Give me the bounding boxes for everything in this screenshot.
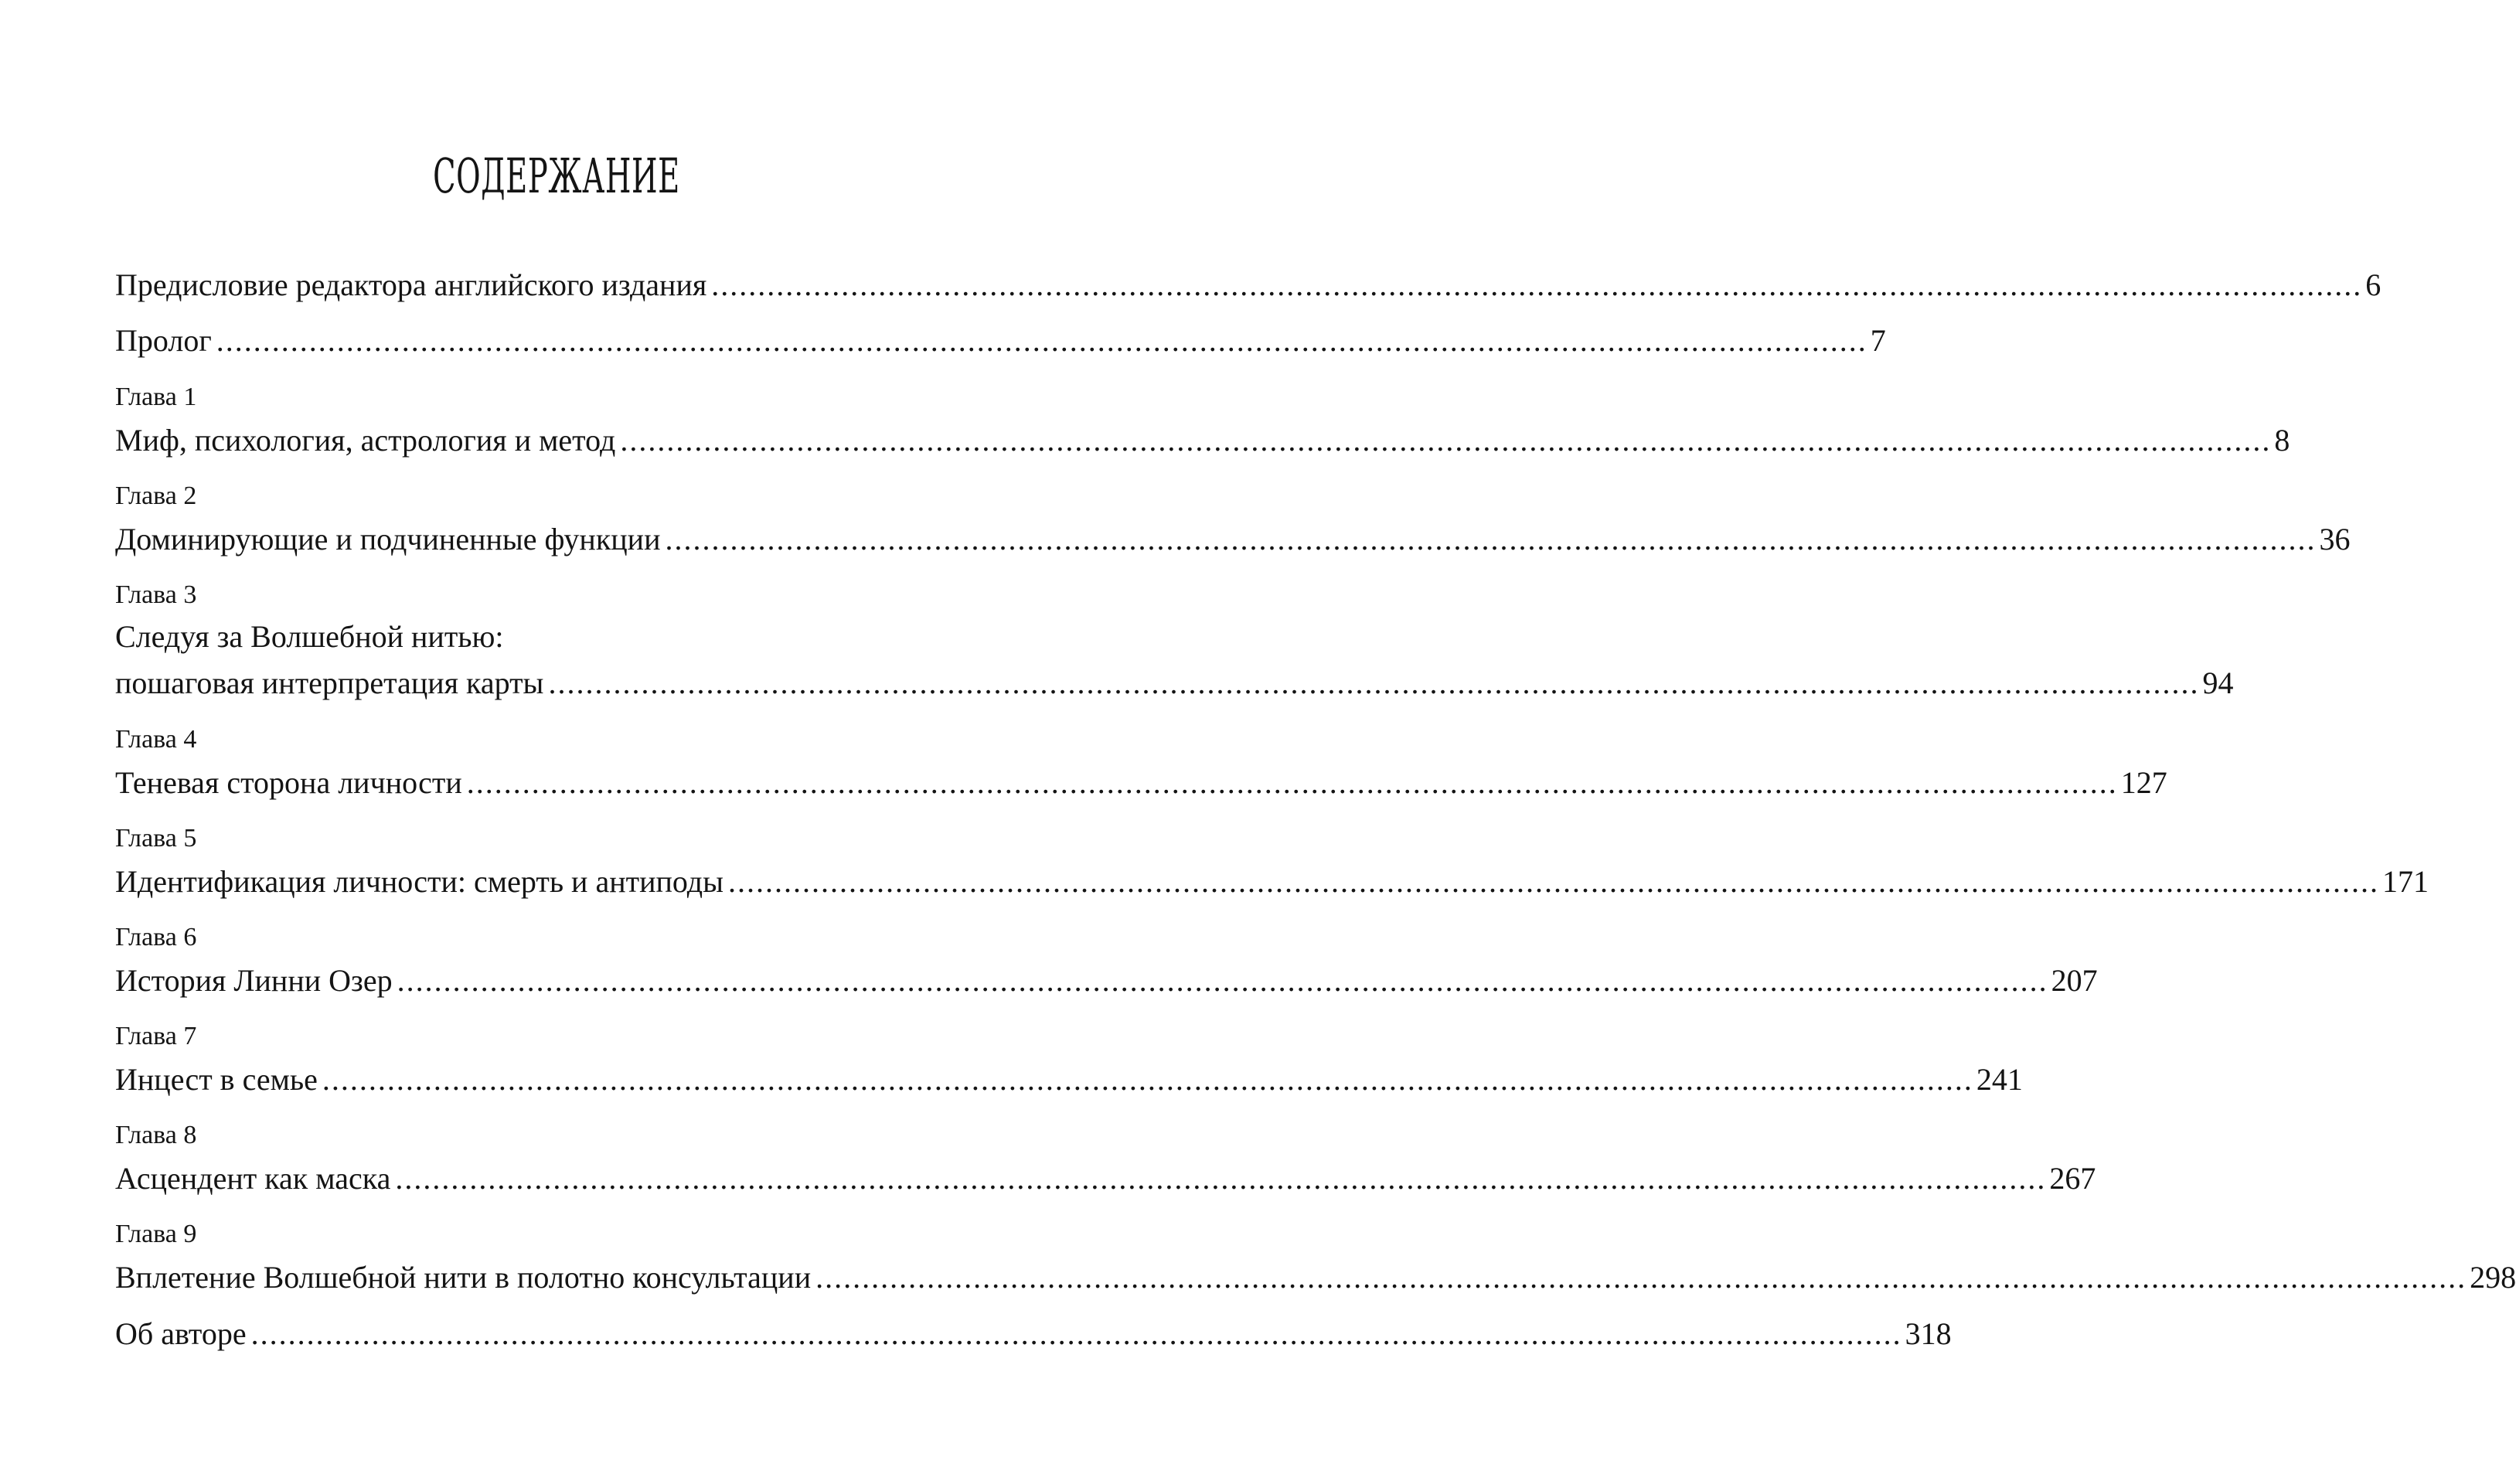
toc-page-number: 207: [2051, 963, 2098, 998]
chapter-label-8: Глава 8: [115, 1121, 197, 1149]
toc-page-number: 171: [2382, 864, 2429, 899]
toc-page-number: 241: [1976, 1062, 2023, 1097]
toc-entry-chapter-2[interactable]: [115, 515, 2351, 564]
chapter-label-3: Глава 3: [115, 580, 197, 609]
dot-leader: ..................................................................................................................................................................................: [728, 864, 2379, 899]
toc-page-number: 7: [1870, 323, 1886, 358]
toc-entry-title: Предисловие редактора английского издания: [115, 267, 707, 302]
dot-leader: ..................................................................................................................................................................................: [665, 522, 2317, 556]
toc-entry-foreword[interactable]: [115, 260, 2382, 310]
toc-entry-chapter-5[interactable]: [115, 857, 2429, 907]
toc-entry-chapter-1[interactable]: [115, 416, 2290, 465]
toc-page-number: 267: [2049, 1161, 2096, 1196]
chapter-label-6: Глава 6: [115, 923, 197, 951]
toc-entry-chapter-8[interactable]: [115, 1154, 2096, 1203]
dot-leader: ..................................................................................................................................................................................: [548, 665, 2200, 700]
chapter-label-2: Глава 2: [115, 482, 197, 510]
toc-page-number: 94: [2202, 665, 2234, 700]
toc-entry-title: Вплетение Волшебной нити в полотно консультации: [115, 1260, 812, 1295]
dot-leader: ..................................................................................................................................................................................: [397, 963, 2048, 998]
toc-entry-title: Пролог: [115, 323, 212, 358]
dot-leader: ..................................................................................................................................................................................: [216, 323, 1867, 358]
dot-leader: ..................................................................................................................................................................................: [322, 1062, 1973, 1097]
toc-entry-chapter-3[interactable]: [115, 659, 2234, 708]
toc-page-number: 298: [2470, 1260, 2516, 1295]
toc-entry-title-line: Следуя за Волшебной нитью:: [115, 619, 504, 654]
toc-entry-title: Инцест в семье: [115, 1062, 318, 1097]
toc-page-number: 36: [2319, 522, 2351, 556]
page-title: СОДЕРЖАНИЕ: [433, 148, 680, 204]
toc-entry-title: Доминирующие и подчиненные функции: [115, 522, 661, 556]
dot-leader: ..................................................................................................................................................................................: [815, 1260, 2467, 1295]
dot-leader: ..................................................................................................................................................................................: [250, 1316, 1902, 1351]
toc-entry-title: Идентификация личности: смерть и антиподы: [115, 864, 723, 899]
chapter-label-1: Глава 1: [115, 383, 197, 411]
toc-page-number: 127: [2120, 765, 2167, 800]
chapter-label-7: Глава 7: [115, 1022, 197, 1050]
toc-entry-title: Асцендент как маска: [115, 1161, 391, 1196]
toc-page-number: 318: [1905, 1316, 1952, 1351]
chapter-label-4: Глава 4: [115, 725, 197, 754]
toc-entry-title: История Линни Озер: [115, 963, 393, 998]
toc-page-number: 6: [2365, 267, 2382, 302]
dot-leader: ..................................................................................................................................................................................: [395, 1161, 2047, 1196]
chapter-label-9: Глава 9: [115, 1220, 197, 1248]
toc-entry-chapter-4[interactable]: [115, 758, 2167, 808]
dot-leader: ..................................................................................................................................................................................: [711, 267, 2363, 302]
chapter-label-5: Глава 5: [115, 824, 197, 853]
toc-page-number: 8: [2274, 423, 2290, 458]
toc-entry-prologue[interactable]: [115, 316, 1886, 366]
toc-entry-chapter-9[interactable]: [115, 1253, 2516, 1302]
toc-entry-about-author[interactable]: [115, 1309, 1952, 1359]
toc-entry-title: пошаговая интерпретация карты: [115, 665, 544, 700]
toc-entry-title: Теневая сторона личности: [115, 765, 462, 800]
toc-entry-chapter-7[interactable]: [115, 1055, 2023, 1104]
toc-entry-chapter-6[interactable]: [115, 956, 2098, 1006]
toc-entry-title: Об авторе: [115, 1316, 247, 1351]
dot-leader: ..................................................................................................................................................................................: [466, 765, 2118, 800]
dot-leader: ..................................................................................................................................................................................: [620, 423, 2272, 458]
toc-entry-title: Миф, психология, астрология и метод: [115, 423, 616, 458]
